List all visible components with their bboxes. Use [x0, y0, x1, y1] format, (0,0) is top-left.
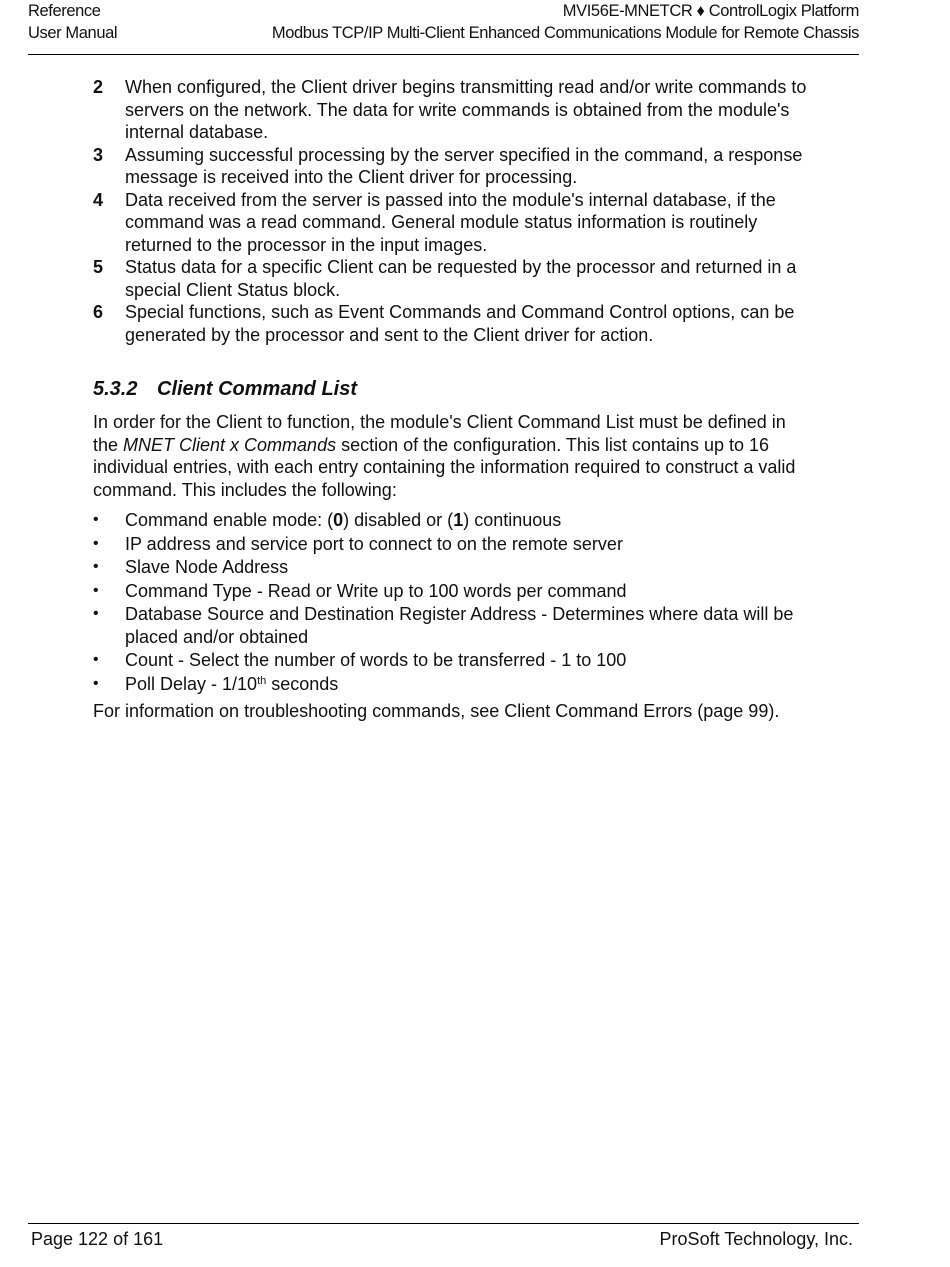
list-item: [93, 556, 813, 579]
step-text: Special functions, such as Event Commands and Command Control options, can be generated by the processor and sent to the Client driver for action.: [125, 302, 795, 345]
intro-text: In order for the Client to function, the module's Client Command List must be defined in the: [93, 412, 786, 455]
section-title: Client Command List: [157, 378, 358, 400]
step-text: When configured, the Client driver begins transmitting read and/or write commands to servers on the network. The data for write commands is obtained from the module's internal database.: [125, 77, 807, 142]
page-body: [93, 76, 813, 723]
command-fields-list: [93, 509, 813, 695]
page-number: Page 122 of 161: [31, 1229, 164, 1249]
list-item: [93, 189, 813, 257]
list-item: [93, 76, 813, 144]
intro-text-continued: section of the configuration. This list contains up to 16 individual entries, with each entry containing the information required to construct a valid command. This includes the following:: [93, 434, 796, 500]
page-header: [28, 0, 859, 55]
bullet-icon: •: [93, 581, 99, 599]
step-number: 5: [93, 257, 104, 277]
bullet-text-part: ) continuous: [463, 510, 562, 530]
company-name: ProSoft Technology, Inc.: [659, 1229, 853, 1249]
bullet-bold-value: 0: [333, 510, 344, 530]
step-number: 2: [93, 77, 104, 97]
step-number: 4: [93, 189, 104, 210]
header-doc-type: Reference: [28, 2, 101, 20]
bullet-icon: •: [93, 511, 99, 528]
bullet-text: Database Source and Destination Register Address - Determines where data will be placed and/or obtained: [125, 604, 794, 647]
bullet-text: Count - Select the number of words to be transferred - 1 to 100: [125, 650, 627, 670]
bullet-text: Slave Node Address: [125, 557, 289, 577]
header-module-description: Modbus TCP/IP Multi-Client Enhanced Communications Module for Remote Chassis: [271, 24, 859, 42]
section-intro: [93, 411, 813, 501]
bullet-text-part: ) disabled or (: [343, 510, 454, 530]
numbered-steps: [93, 76, 813, 346]
list-item: [93, 509, 813, 532]
bullet-text-part: Poll Delay - 1/10: [125, 673, 258, 694]
header-row-2: [28, 22, 859, 44]
list-item: [93, 144, 813, 189]
header-manual: User Manual: [28, 24, 118, 42]
step-text: Status data for a specific Client can be requested by the processor and returned in a special Client Status block.: [125, 257, 797, 300]
step-text: Assuming successful processing by the server specified in the command, a response message is received into the Client driver for processing.: [125, 144, 803, 187]
bullet-text: [125, 673, 813, 696]
section-number: 5.3.2: [93, 378, 138, 400]
bullet-bold-value: 1: [453, 510, 464, 530]
bullet-superscript: th: [257, 674, 267, 687]
step-text: Data received from the server is passed into the module's internal database, if the command was a read command. General module status information is routinely returned to the processor in the input images.: [125, 189, 776, 255]
bullet-icon: •: [93, 558, 99, 575]
bullet-text: IP address and service port to connect to on the remote server: [125, 533, 623, 554]
bullet-text: Command Type - Read or Write up to 100 words per command: [125, 580, 627, 601]
list-item: [93, 649, 813, 672]
header-row-1: [28, 0, 859, 22]
list-item: [93, 603, 813, 648]
troubleshooting-reference: For information on troubleshooting commands, see Client Command Errors (page 99).: [93, 701, 780, 721]
list-item: [93, 256, 813, 301]
bullet-text: [125, 509, 813, 532]
bullet-text-part: seconds: [266, 673, 339, 694]
bullet-icon: •: [93, 534, 99, 552]
list-item: [93, 580, 813, 603]
header-product: MVI56E-MNETCR ♦ ControlLogix Platform: [562, 2, 859, 20]
page-footer: [28, 1223, 859, 1250]
bullet-text-part: Command enable mode: (: [125, 510, 334, 530]
step-number: 3: [93, 144, 104, 165]
list-item: [93, 673, 813, 696]
section-heading: [93, 376, 813, 402]
bullet-icon: •: [93, 651, 99, 668]
bullet-icon: •: [93, 674, 99, 692]
list-item: [93, 301, 813, 346]
intro-italic-term: MNET Client x Commands: [123, 434, 337, 455]
bullet-icon: •: [93, 605, 99, 622]
list-item: [93, 533, 813, 556]
step-number: 6: [93, 302, 104, 322]
